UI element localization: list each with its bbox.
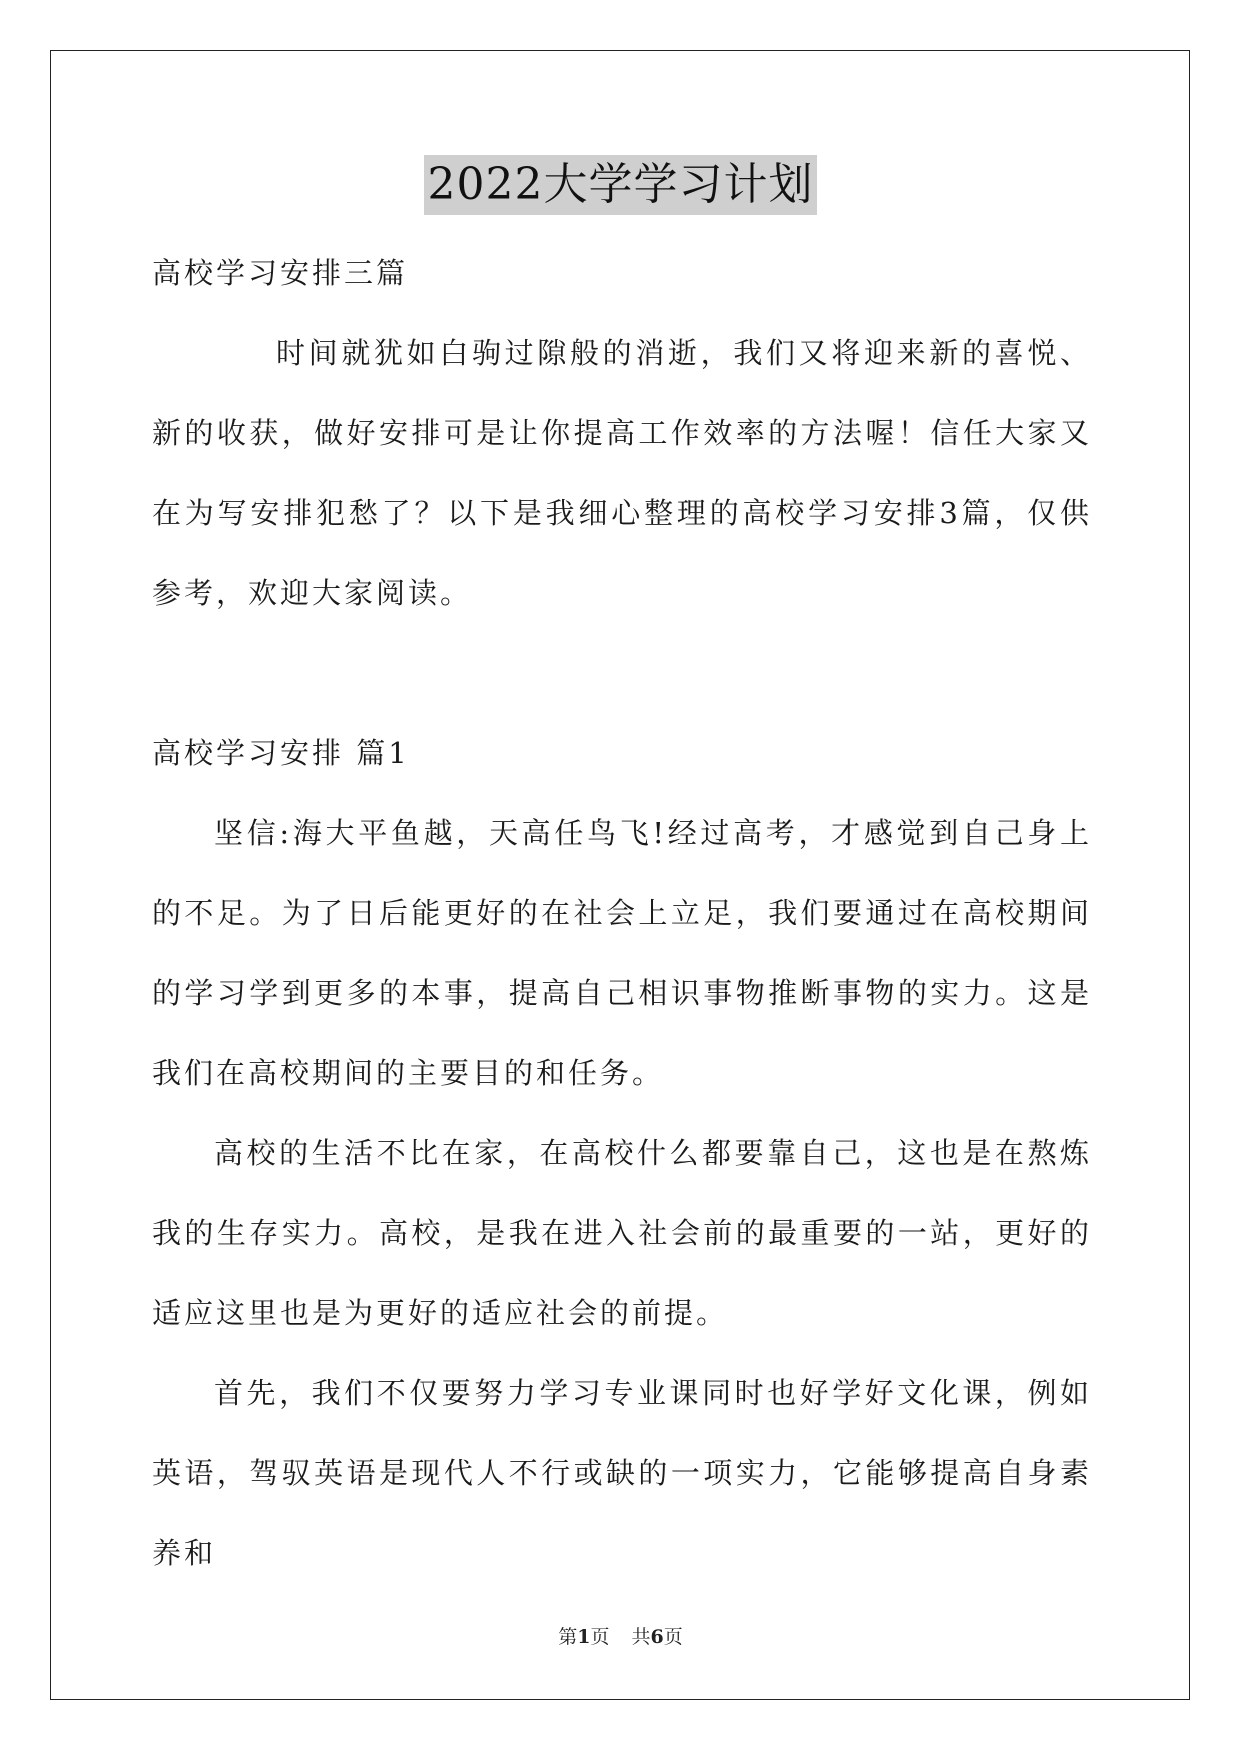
total-suffix: 页 [663, 1626, 683, 1648]
body-paragraph: 坚信:海大平鱼越，天高任鸟飞!经过高考，才感觉到自己身上的不足。为了日后能更好的在社会上立足，我们要通过在高校期间的学习学到更多的本事，提高自己相识事物推断事物的实力。这是我们在高校期间的主要目的和任务。 [152, 816, 1092, 1090]
body-paragraph: 首先，我们不仅要努力学习专业课同时也好学好文化课，例如英语，驾驭英语是现代人不行或缺的一项实力，它能够提高自身素养和 [152, 1376, 1092, 1570]
document-title: 2022大学学习计划 [424, 155, 818, 215]
page-footer [0, 1622, 1241, 1649]
document-body [152, 233, 1092, 1593]
intro-paragraph: 时间就犹如白驹过隙般的消逝，我们又将迎来新的喜悦、新的收获，做好安排可是让你提高工作效率的方法喔！信任大家又在为写安排犯愁了？以下是我细心整理的高校学习安排3篇，仅供参考，欢迎大家阅读。 [152, 336, 1092, 610]
total-pages: 6 [650, 1626, 664, 1648]
body-paragraph: 高校的生活不比在家，在高校什么都要靠自己，这也是在熬炼我的生存实力。高校，是我在进入社会前的最重要的一站，更好的适应这里也是为更好的适应社会的前提。 [152, 1136, 1092, 1330]
page-number: 1 [577, 1626, 591, 1648]
page-suffix: 页 [590, 1626, 610, 1648]
section-heading: 高校学习安排 篇1 [152, 736, 410, 770]
document-subtitle: 高校学习安排三篇 [152, 256, 409, 290]
section-spacer [152, 633, 1092, 713]
page-prefix: 第 [558, 1626, 578, 1648]
title-container [0, 155, 1241, 215]
total-prefix: 共 [631, 1626, 651, 1648]
